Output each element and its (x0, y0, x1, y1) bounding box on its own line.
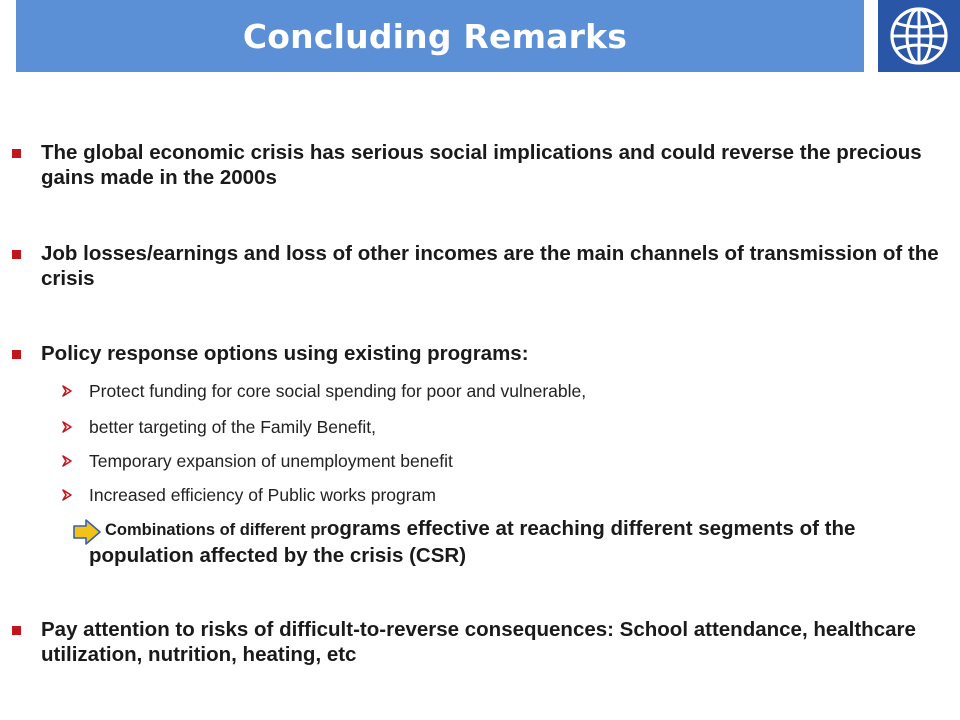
conclusion-text (89, 516, 949, 568)
conclusion-text-part2: ograms effective at reaching different segments of the population affected by the crisis (CSR) (89, 517, 856, 567)
bullet-text: The global economic crisis has serious social implications and could reverse the precious gains made in the 2000s (41, 141, 922, 189)
sub-bullet-text: Increased efficiency of Public works program (89, 485, 436, 505)
bullet-square-icon (12, 149, 21, 158)
page-title: Concluding Remarks (242, 16, 628, 56)
bullet-text: Job losses/earnings and loss of other incomes are the main channels of transmission of the crisis (41, 242, 939, 290)
chevron-right-icon (60, 420, 74, 434)
bullet-text: Policy response options using existing programs: (41, 342, 529, 365)
bullet-square-icon (12, 350, 21, 359)
sub-bullet-item (60, 484, 940, 508)
bullet-square-icon (12, 626, 21, 635)
sub-bullet-text: Temporary expansion of unemployment benefit (89, 451, 453, 471)
bullet-text: Pay attention to risks of difficult-to-reverse consequences: School attendance, healthcare utilization, nutrition, heating, etc (41, 618, 916, 666)
chevron-right-icon (60, 384, 74, 398)
sub-bullet-text: better targeting of the Family Benefit, (89, 417, 376, 437)
chevron-right-icon (60, 454, 74, 468)
sub-bullet-item (60, 416, 940, 440)
bullet-square-icon (12, 250, 21, 259)
conclusion-text-part1: Combinations of different pr (105, 521, 327, 539)
sub-bullet-item (60, 450, 940, 474)
sub-bullet-item (60, 380, 940, 404)
sub-bullet-text: Protect funding for core social spending for poor and vulnerable, (89, 381, 587, 401)
chevron-right-icon (60, 488, 74, 502)
